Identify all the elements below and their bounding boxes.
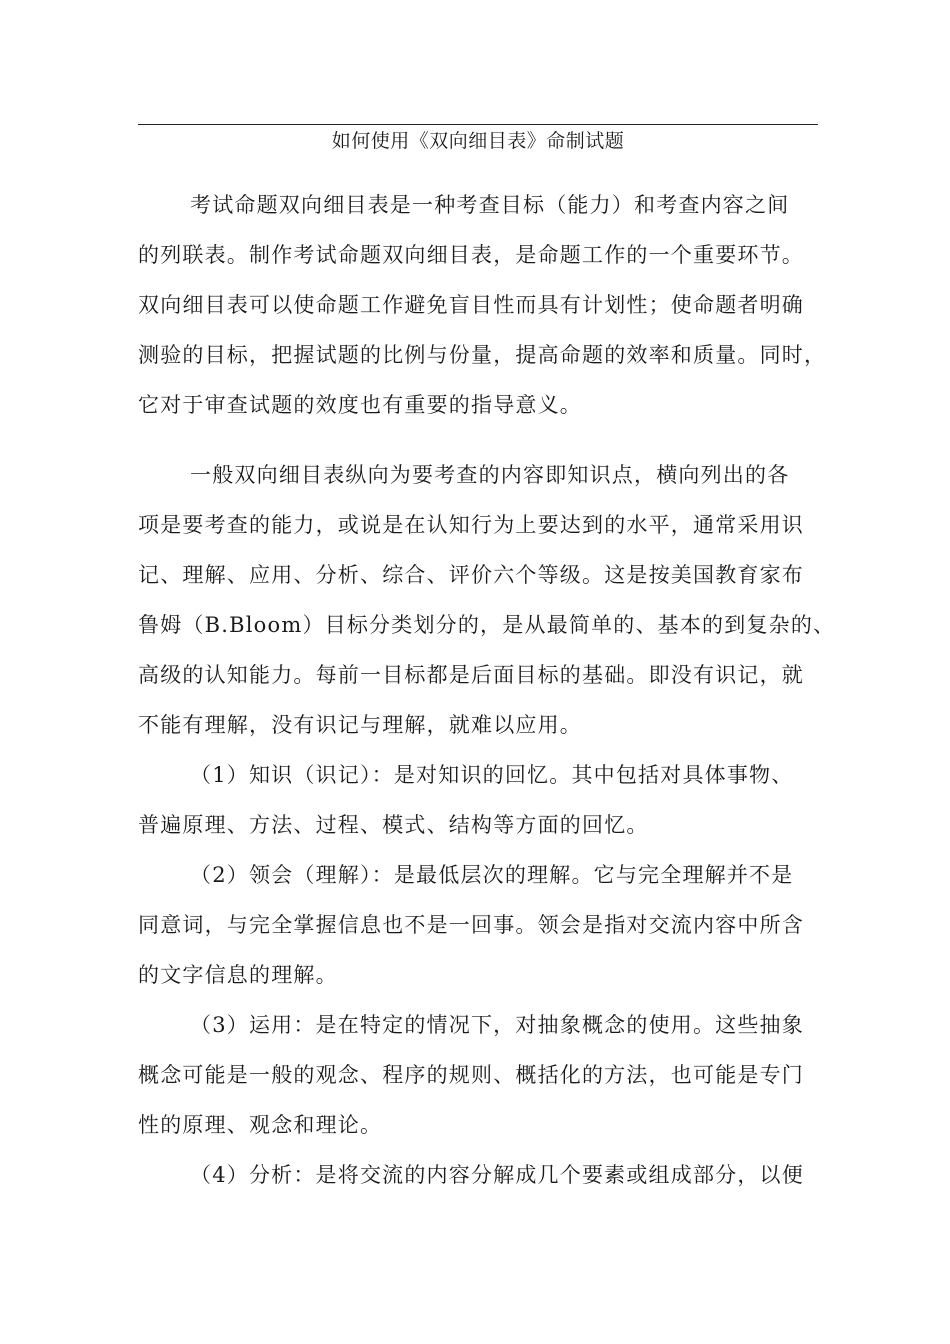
paragraph-line: 一般双向细目表纵向为要考查的内容即知识点，横向列出的各 [190, 463, 790, 487]
list-item-line: 概念可能是一般的观念、程序的规则、概括化的方法，也可能是专门 [138, 1063, 804, 1087]
paragraph-line: 项是要考查的能力，或说是在认知行为上要达到的水平，通常采用识 [138, 513, 804, 537]
list-item-line: （4）分析：是将交流的内容分解成几个要素或组成部分，以便 [190, 1163, 804, 1187]
paragraph-line: 不能有理解，没有识记与理解，就难以应用。 [138, 713, 582, 737]
paragraph-line: 鲁姆（B.Bloom）目标分类划分的，是从最简单的、基本的到复杂的、 [138, 613, 836, 637]
document-title: 如何使用《双向细目表》命制试题 [331, 130, 625, 152]
list-item-line: 的文字信息的理解。 [138, 963, 338, 987]
paragraph-line: 高级的认知能力。每前一目标都是后面目标的基础。即没有识记，就 [138, 663, 804, 687]
list-item-line: 性的原理、观念和理论。 [138, 1113, 383, 1137]
list-item-line: （1）知识（识记）：是对知识的回忆。其中包括对具体事物、 [190, 763, 794, 787]
paragraph-line: 考试命题双向细目表是一种考查目标（能力）和考查内容之间 [190, 193, 790, 217]
paragraph-line: 双向细目表可以使命题工作避免盲目性而具有计划性；使命题者明确 [138, 293, 804, 317]
paragraph-line: 测验的目标，把握试题的比例与份量，提高命题的效率和质量。同时， [138, 343, 827, 367]
list-item-line: （3）运用：是在特定的情况下，对抽象概念的使用。这些抽象 [190, 1013, 804, 1037]
list-item-line: 同意词，与完全掌握信息也不是一回事。领会是指对交流内容中所含 [138, 913, 804, 937]
paragraph-line: 记、理解、应用、分析、综合、评价六个等级。这是按美国教育家布 [138, 563, 804, 587]
list-item-line: 普遍原理、方法、过程、模式、结构等方面的回忆。 [138, 813, 649, 837]
paragraph-line: 的列联表。制作考试命题双向细目表，是命题工作的一个重要环节。 [138, 243, 804, 267]
header-rule [138, 124, 818, 125]
list-item-line: （2）领会（理解）：是最低层次的理解。它与完全理解并不是 [190, 863, 794, 887]
paragraph-line: 它对于审查试题的效度也有重要的指导意义。 [138, 393, 582, 417]
